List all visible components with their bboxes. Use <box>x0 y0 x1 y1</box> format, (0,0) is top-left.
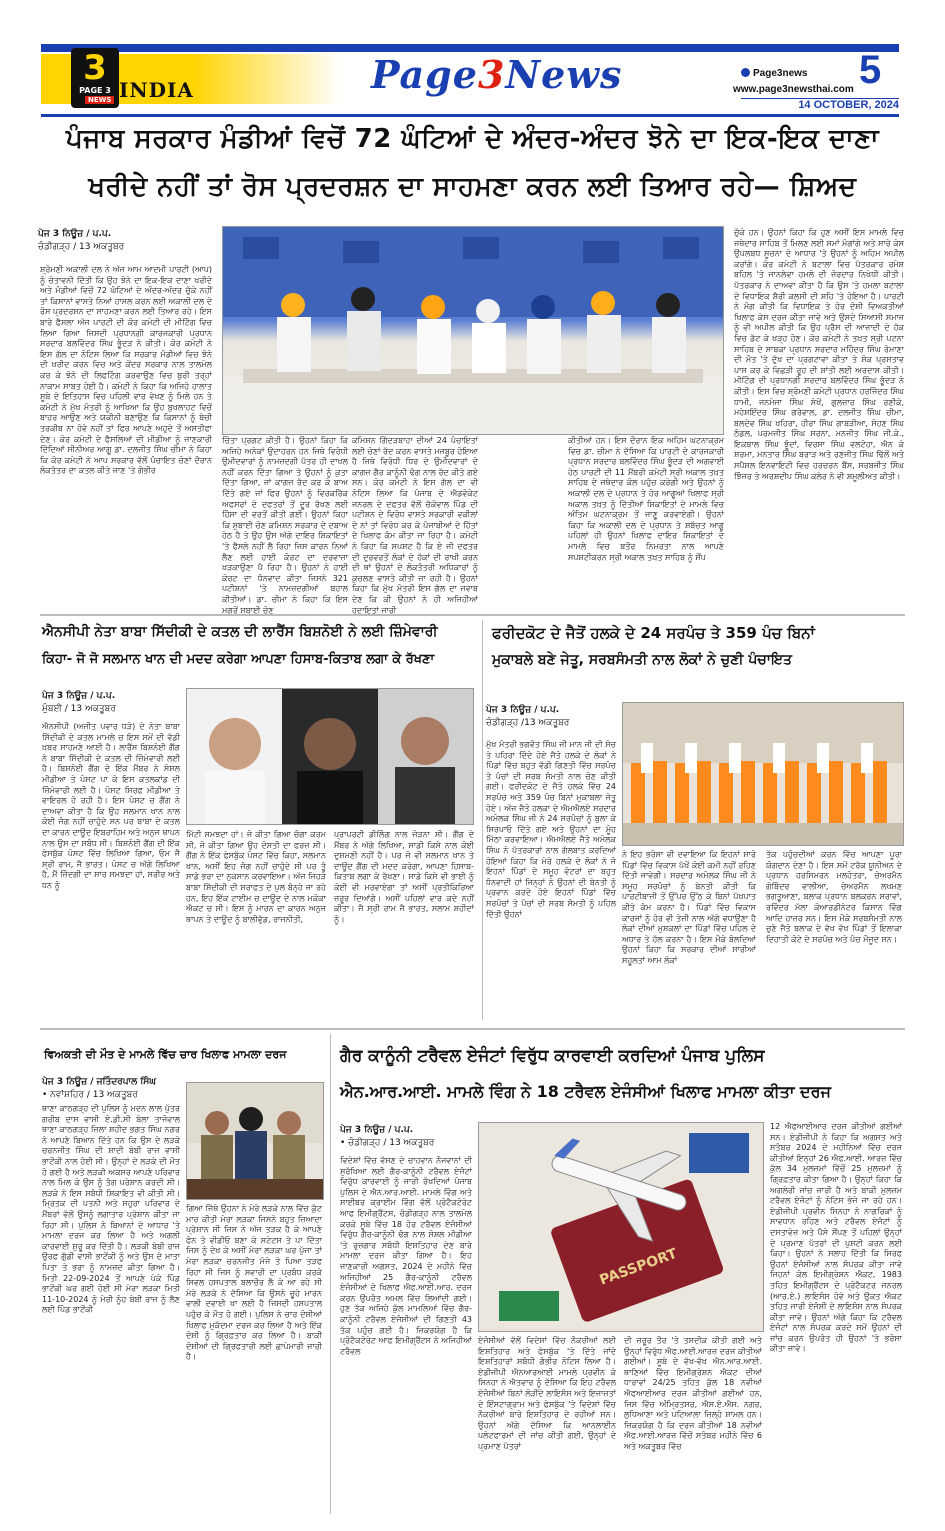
masthead <box>41 40 899 117</box>
logo-sub: PAGE 3 <box>79 86 111 95</box>
ncp-col-2: ਮਿੱਟੀ ਸਮਝਦਾ ਹਾਂ। ਜੋ ਕੀਤਾ ਗਿਆ ਚੰਗਾ ਕਰਮ ਸੀ, ਜੋ ਕੀਤਾ ਗਿਆ ਉਹ ਦੋਸਤੀ ਦਾ ਫਰਜ਼ ਸੀ। ਗੈਂਗ ਨੇ ਇੱਕ ਫੇਸਬੁੱਕ ਪੋਸਟ ਵਿੱਚ ਕਿਹਾ, ਸਲਮਾਨ ਖਾਨ, ਅਸੀਂ ਇਹ ਜੰਗ ਨਹੀਂ ਚਾਹੁੰਦੇ ਸੀ ਪਰ ਤੂੰ ਸਾਡੇ ਭਰਾ ਦਾ ਨੁਕਸਾਨ ਕਰਵਾਇਆ। ਅੱਜ ਜਿਹੜੇ ਬਾਬਾ ਸਿੱਦੀਕੀ ਦੀ ਸ਼ਰਾਫਤ ਦੇ ਪੁਲ ਬੰਨ੍ਹੇ ਜਾ ਰਹੇ ਹਨ, ਇਹ ਇੱਕ ਟਾਈਮ ਚ ਦਾਊਦ ਦੇ ਨਾਲ ਮਕੋਕਾ ਐਕਟ ਚ ਸੀ। ਇਸ ਨੂੰ ਮਾਰਨ ਦਾ ਕਾਰਨ ਅਨੁਜ ਥਾਪਨ ਤੇ ਦਾਊਦ ਨੂੰ ਬਾਲੀਵੁੱਡ, ਰਾਜਨੀਤੀ, <box>186 830 326 924</box>
ncp-photo-art <box>187 689 473 824</box>
travel-col-1: ਵਿਦੇਸ਼ਾਂ ਵਿੱਚ ਵੱਸਣ ਦੇ ਚਾਹਵਾਨ ਨੌਜਵਾਨਾਂ ਦੀ ਸੁਰੱਖਿਆ ਲਈ ਗੈਰ-ਕਾਨੂੰਨੀ ਟਰੈਵਲ ਏਜੰਟਾਂ ਵਿਰੁੱਧ ਕਾਰਵਾਈ ਨੂੰ ਜਾਰੀ ਰੱਖਦਿਆਂ ਪੰਜਾਬ ਪੁਲਿਸ ਦੇ ਐਨ.ਆਰ.ਆਈ. ਮਾਮਲੇ ਵਿੰਗ ਅਤੇ ਸਾਈਬਰ ਕ੍ਰਾਈਮ ਵਿੰਗ ਵੱਲੋਂ ਪ੍ਰੋਟੈਕਟੋਰੇਟ ਆਫ ਇਮੀਗ੍ਰੈਂਟਸ, ਚੰਡੀਗੜ੍ਹ ਨਾਲ ਤਾਲਮੇਲ ਕਰਕੇ ਸੂਬੇ ਵਿੱਚ 18 ਹੋਰ ਟਰੈਵਲ ਏਜੰਸੀਆਂ ਵਿਰੁੱਧ ਗੈਰ-ਕਾਨੂੰਨੀ ਢੰਗ ਨਾਲ ਸੋਸ਼ਲ ਮੀਡੀਆ 'ਤੇ ਰੁਜ਼ਗਾਰ ਸਬੰਧੀ ਇਸ਼ਤਿਹਾਰ ਦੇਣ ਬਾਰੇ ਮਾਮਲਾ ਦਰਜ ਕੀਤਾ ਗਿਆ ਹੈ। ਇਹ ਜਾਣਕਾਰੀ ਅਗਸਤ, 2024 ਦੇ ਮਹੀਨੇ ਵਿੱਚ ਅਜਿਹੀਆਂ 25 ਗੈਰ-ਕਾਨੂੰਨੀ ਟਰੈਵਲ ਏਜੰਸੀਆਂ ਦੇ ਖਿਲਾਫ ਐਫ.ਆਈ.ਆਰ. ਦਰਜ ਕਰਨ ਉਪਰੰਤ ਅਮਲ ਵਿੱਚ ਲਿਆਂਦੀ ਗਈ। ਹੁਣ ਤੱਕ ਅਜਿਹੇ ਕੁੱਲ ਮਾਮਲਿਆਂ ਵਿੱਚ ਗੈਰ-ਕਾਨੂੰਨੀ ਟਰੈਵਲ ਏਜੰਸੀਆਂ ਦੀ ਗਿਣਤੀ 43 ਤੱਕ ਪਹੁੰਚ ਗਈ ਹੈ। ਜ਼ਿਕਰਯੋਗ ਹੈ ਕਿ ਪ੍ਰੋਟੈਕਟੋਰੇਟ ਆਫ ਇਮੀਗ੍ਰੈਂਟਸ ਨੇ ਅਜਿਹੀਆਂ ਟਰੈਵਲ <box>340 1156 472 1356</box>
faridkot-dateline-2: ਚੰਡੀਗੜ੍ਹ /13 ਅਕਤੂਬਰ <box>486 718 570 728</box>
death-photo <box>186 1082 324 1200</box>
divider-1 <box>40 614 905 616</box>
page-number: 5 <box>859 48 882 92</box>
lead-col-5: ਚੁੱਕੇ ਹਨ। ਉਹਨਾਂ ਕਿਹਾ ਕਿ ਹੁਣ ਅਸੀਂ ਇਸ ਮਾਮਲੇ ਵਿਚ ਜਥੇਦਾਰ ਸਾਹਿਬ ਤੋਂ ਮਿਲਣ ਲਈ ਸਮਾਂ ਮੰਗਾਂਗੇ ਅਤੇ ਸਾਰੇ ਕੇਸ ਉਪਲਬਧ ਸੂਚਨਾ ਦੇ ਆਧਾਰ 'ਤੇ ਉਹਨਾਂ ਨੂੰ ਅਹਿਮ ਅਪੀਲ ਕਰਾਂਗੇ। ਕੋਰ ਕਮੇਟੀ ਨੇ ਬਟਾਲਾ ਵਿਚ ਪੱਤਰਕਾਰ ਰਮੇਸ਼ ਬਹਿਲ 'ਤੇ ਜਾਨਲੇਵਾ ਹਮਲੇ ਦੀ ਜ਼ੋਰਦਾਰ ਨਿਖੇਧੀ ਕੀਤੀ। ਪੱਤਰਕਾਰ ਨੇ ਦਾਅਵਾ ਕੀਤਾ ਹੈ ਕਿ ਉਸ 'ਤੇ ਹਮਲਾ ਬਟਾਲਾ ਦੇ ਵਿਧਾਇਕ ਸ਼ੈਰੀ ਕਲਸੀ ਦੀ ਸ਼ਹਿ 'ਤੇ ਹੋਇਆ ਹੈ। ਪਾਰਟੀ ਨੇ ਮੰਗ ਕੀਤੀ ਕਿ ਵਿਧਾਇਕ ਤੇ ਹੋਰ ਦੋਸ਼ੀ ਵਿਅਕਤੀਆਂ ਖਿਲਾਫ ਕੇਸ ਦਰਜ ਕੀਤਾ ਜਾਵੇ ਅਤੇ ਉਸਦੇ ਸਿਆਸੀ ਸਮਾਜ ਨੂੰ ਵੀ ਅਪੀਲ ਕੀਤੀ ਕਿ ਉਹ ਪ੍ਰੈਸ ਦੀ ਆਜ਼ਾਦੀ ਦੇ ਹੱਕ ਵਿਚ ਡੱਟ ਕੇ ਖੜ੍ਹ ਹੋਣ। ਕੋਰ ਕਮੇਟੀ ਨੇ ਤਖ਼ਤ ਸ੍ਰੀ ਪਟਨਾ ਸਾਹਿਬ ਦੇ ਸਾਬਕਾ ਪ੍ਰਧਾਨ ਸਰਦਾਰ ਮਹਿੰਦਰ ਸਿੰਘ ਰੋਮਾਣਾ ਦੀ ਮੌਤ 'ਤੇ ਦੁੱਖ ਦਾ ਪ੍ਰਗਟਾਵਾ ਕੀਤਾ ਤੇ ਸ਼ੋਕ ਪ੍ਰਸਤਾਵ ਪਾਸ ਕਰ ਕੇ ਵਿਛੜੀ ਰੂਹ ਦੀ ਸ਼ਾਂਤੀ ਲਈ ਅਰਦਾਸ ਕੀਤੀ। ਮੀਟਿੰਗ ਦੀ ਪ੍ਰਧਾਨਗੀ ਸਰਦਾਰ ਬਲਵਿੰਦਰ ਸਿੰਘ ਭੂੰਦੜ ਨੇ ਕੀਤੀ। ਇਸ ਵਿਚ ਸ਼੍ਰੋਮਣੀ ਕਮੇਟੀ ਪ੍ਰਧਾਨ ਹਰਜਿੰਦਰ ਸਿੰਘ ਧਾਮੀ, ਜਨਮੇਜਾ ਸਿੰਘ ਸੇਖੋਂ, ਗੁਲਜ਼ਾਰ ਸਿੰਘ ਰਣੀਕੇ, ਮਹੇਸ਼ਇੰਦਰ ਸਿੰਘ ਗਰੇਵਾਲ, ਡਾ. ਦਲਜੀਤ ਸਿੰਘ ਚੀਮਾ, ਬਲਦੇਵ ਸਿੰਘ ਖਹਿਰਾ, ਹੀਰਾ ਸਿੰਘ ਗਾਬੜੀਆ, ਸੋਹਣ ਸਿੰਘ ਠੰਡਲ, ਪਰਮਜੀਤ ਸਿੰਘ ਸਰਨਾ, ਮਨਜੀਤ ਸਿੰਘ ਜੀ.ਕੇ., ਇਕਬਾਲ ਸਿੰਘ ਝੂੰਦਾਂ, ਵਿਰਸਾ ਸਿੰਘ ਵਲਟੋਹਾ, ਐਨ ਕੇ ਸ਼ਰਮਾ, ਮਨਤਾਰ ਸਿੰਘ ਬਰਾੜ ਅਤੇ ਰਣਜੀਤ ਸਿੰਘ ਢਿੱਲੋਂ ਅਤੇ ਸਪੈਸ਼ਲ ਇਨਵਾਇਟੀ ਵਿਚ ਹਰਚਰਨ ਬੈਂਸ, ਸਰਬਜੀਤ ਸਿੰਘ ਝਿੰਜਰ ਤੇ ਅਰਸ਼ਦੀਪ ਸਿੰਘ ਕਲੇਰ ਨੇ ਵੀ ਸ਼ਮੂਲੀਅਤ ਕੀਤੀ। <box>734 228 904 481</box>
travel-col-3: ਦੀ ਜ਼ਰੂਰ ਤੌਰ 'ਤੇ ਤਸਦੀਕ ਕੀਤੀ ਗਈ ਅਤੇ ਉਨ੍ਹਾਂ ਵਿਰੁੱਧ ਐਫ.ਆਈ.ਆਰਜ਼ ਦਰਜ ਕੀਤੀਆਂ ਗਈਆਂ। ਸੂਬੇ ਦੇ ਵੱਖ-ਵੱਖ ਐਨ.ਆਰ.ਆਈ. ਥਾਣਿਆਂ ਵਿੱਚ ਇਮੀਗ੍ਰੇਸ਼ਨ ਐਕਟ ਦੀਆਂ ਧਾਰਾਵਾਂ 24/25 ਤਹਿਤ ਕੁੱਲ 18 ਨਵੀਆਂ ਐਫਆਈਆਰ ਦਰਜ ਕੀਤੀਆਂ ਗਈਆਂ ਹਨ, ਜਿਸ ਵਿੱਚ ਅੰਮ੍ਰਿਤਸਰ, ਐਸ.ਏ.ਐਸ. ਨਗਰ, ਲੁਧਿਆਣਾ ਅਤੇ ਪਟਿਆਲਾ ਜ਼ਿਲ੍ਹੇ ਸ਼ਾਮਲ ਹਨ। ਜ਼ਿਕਰਯੋਗ ਹੈ ਕਿ ਦਰਜ ਕੀਤੀਆਂ 18 ਨਵੀਆਂ ਐਫ.ਆਈ.ਆਰਜ਼ ਵਿੱਚੋਂ ਸਤੰਬਰ ਮਹੀਨੇ ਵਿੱਚ 6 ਅਤੇ ਅਕਤੂਬਰ ਵਿੱਚ <box>624 1336 762 1451</box>
lead-photo <box>222 226 724 435</box>
travel-photo-art <box>479 1123 763 1331</box>
lead-headline-2: ਖਰੀਦੇ ਨਹੀਂ ਤਾਂ ਰੋਸ ਪ੍ਰਦਰਸ਼ਨ ਦਾ ਸਾਹਮਣਾ ਕਰਨ ਲਈ ਤਿਆਰ ਰਹੇ— ਸ਼ਿਅਦ <box>88 172 857 202</box>
ncp-dateline-2: ਮੁੰਬਈ / 13 ਅਕਤੂਬਰ <box>42 704 116 714</box>
lead-col-2: ਚਿੰਤਾ ਪ੍ਰਗਟ ਕੀਤੀ ਹੈ। ਉਹਨਾਂ ਕਿਹਾ ਕਿ ਅਜਿਹੇ ਅਨੇਕਾਂ ਉਦਾਹਰਨ ਹਨ ਜਿਥੇ ਵਿਰੋਧੀ ਉਮੀਦਵਾਰਾਂ ਨੂੰ ਨਾਮਜ਼ਦਗੀ ਪੱਤਰ ਹੀ ਦਾਖਲ ਨਹੀਂ ਕਰਨ ਦਿੱਤਾ ਗਿਆ ਤੇ ਉਹਨਾਂ ਨੂੰ ਕੁਤਾ ਦਿੱਤਾ ਗਿਆ, ਜਾਂ ਕਾਗਜ਼ ਰੱਦ ਕਰ ਕੇ ਬਾਅ ਦਿੱਤੇ ਗਏ ਜਾਂ ਫਿਰ ਉਹਨਾਂ ਨੂੰ ਵਿਰਕਰਿੱਕ ਅਫਸਰਾਂ ਦੇ ਦਫਤਰਾਂ ਤੋਂ ਦੂਰ ਰੱਖਣ ਲਈ ਹਿੰਸਾ ਦੀ ਵਰਤੋਂ ਕੀਤੀ ਗਈ। ਉਹਨਾਂ ਕਿਹਾ ਕਿ ਸੁਬਾਈ ਚੋਣ ਕਮਿਸ਼ਨ ਸਰਕਾਰ ਦੇ ਦਬਾਅ ਹੇਠ ਹੈ ਤੇ ਉਹ ਉਸ ਅੱਗੇ ਦਾਇਰ ਸ਼ਿਕਾਇਤਾਂ 'ਤੇ ਫੈਸਲੇ ਨਹੀਂ ਲੈ ਰਿਹਾ ਜਿਸ ਕਾਰਨ ਨਿਆਂ ਲੈਣ ਲਈ ਹਾਈ ਕੋਰਟ ਦਾ ਦਰਵਾਜ਼ਾ ਖੜਕਾਉਣਾ ਪੈ ਰਿਹਾ ਹੈ। ਉਹਨਾਂ ਨੇ ਹਾਈ ਕੋਰਟ ਦਾ ਧੰਨਵਾਦ ਕੀਤਾ ਜਿਸਨੇ 321 ਪਟੀਸ਼ਨਾਂ 'ਤੇ ਨਾਮਜ਼ਦਗੀਆਂ ਬਹਾਲ ਕੀਤੀਆਂ। ਡਾ. ਚੀਮਾ ਨੇ ਕਿਹਾ ਕਿ ਇਸ ਮਗਰੋਂ ਸੁਬਾਈ ਚੋਣ <box>222 436 348 615</box>
lead-headline-1: ਪੰਜਾਬ ਸਰਕਾਰ ਮੰਡੀਆਂ ਵਿਚੋਂ 72 ਘੰਟਿਆਂ ਦੇ ਅੰਦਰ-ਅੰਦਰ ਝੋਨੇ ਦਾ ਇਕ-ਇਕ ਦਾਣਾ <box>65 124 880 154</box>
issue-date: 14 OCTOBER, 2024 <box>741 98 899 113</box>
death-dateline-1: ਪੇਜ 3 ਨਿਊਜ਼ / ਜਤਿੰਦਰਪਾਲ ਸਿੰਘ <box>42 1077 156 1087</box>
website-url: www.page3newsthai.com <box>733 84 854 95</box>
travel-photo <box>478 1122 764 1332</box>
faridkot-dateline <box>486 704 616 730</box>
masthead-stripe <box>41 44 899 52</box>
death-dateline-2: • ਨਵਾਂਸ਼ਹਿਰ / 13 ਅਕਤੂਬਰ <box>42 1090 138 1100</box>
ncp-col-3: ਪ੍ਰਾਪਰਟੀ ਡੀਲਿੰਗ ਨਾਲ ਜੋੜਨਾ ਸੀ। ਗੈਂਗ ਦੇ ਮੈਂਬਰ ਨੇ ਅੱਗੇ ਲਿਖਿਆ, ਸਾਡੀ ਕਿਸੇ ਨਾਲ ਕੋਈ ਦੁਸ਼ਮਣੀ ਨਹੀਂ ਹੈ। ਪਰ ਜੋ ਵੀ ਸਲਮਾਨ ਖਾਨ ਤੇ ਦਾਊਦ ਗੈਂਗ ਦੀ ਮਦਦ ਕਰੇਗਾ, ਆਪਣਾ ਹਿਸਾਬ-ਕਿਤਾਬ ਲਗਾ ਕੇ ਰੱਖਣਾ। ਸਾਡੇ ਕਿਸੇ ਵੀ ਭਾਈ ਨੂੰ ਕੋਈ ਵੀ ਮਰਵਾਏਗਾ ਤਾਂ ਅਸੀਂ ਪ੍ਰਤੀਕਿਰਿਆ ਜ਼ਰੂਰ ਦਿਆਂਗੇ। ਅਸੀਂ ਪਹਿਲਾਂ ਵਾਰ ਕਦੇ ਨਹੀਂ ਕੀਤਾ। ਜੈ ਸ੍ਰੀ ਰਾਮ ਜੈ ਭਾਰਤ, ਸਲਾਮ ਸ਼ਹੀਦਾਂ ਨੂੰ। <box>334 830 474 924</box>
brand-title <box>371 52 622 97</box>
social-text: Page3news <box>753 68 808 79</box>
faridkot-col-3: ਤੱਕ ਪਹੁੰਚਦੀਆਂ ਕਰਨ ਵਿੱਚ ਆਪਣਾ ਪੂਰਾ ਯੋਗਦਾਨ ਦੇਣਾ ਹੈ। ਇਸ ਸਮੇਂ ਟਰੱਕ ਯੂਨੀਅਨ ਦੇ ਪ੍ਰਧਾਨ ਹਰਸਿਮਰਨ ਮਲਹੋਤਰਾ, ਚੇਅਰਮੈਨ ਗੋਬਿੰਦਰ ਵਾਲੀਆ, ਚੇਅਰਮੈਨ ਲਖਮਣ ਭਗਤੂਆਣਾ, ਬਲਾਕ ਪ੍ਰਧਾਨ ਬਲਕਰਨ ਸਰਾਵਾਂ, ਰਵਿੰਦਰ ਮੱਲਾ ਕੋਆਰਡੀਨੇਟਰ ਕਿਸਾਨ ਵਿੰਗ ਆਦਿ ਹਾਜ਼ਰ ਸਨ। ਇਸ ਮੌਕੇ ਸਰਬਸੰਮਤੀ ਨਾਲ ਚੁਣੇ ਜੈਤੋ ਬਲਾਕ ਦੇ ਵੱਖ ਵੱਖ ਪਿੰਡਾਂ ਤੋਂ ਇਲਾਕਾ ਦਿਹਾਤੀ ਕੋਟੇ ਦੇ ਸਰਪੰਚ ਅਤੇ ਪੰਚ ਮੌਜੂਦ ਸਨ। <box>766 850 902 944</box>
brand-num: 3 <box>477 52 506 97</box>
brand-post: News <box>505 52 623 97</box>
ncp-headline-1: ਐਨਸੀਪੀ ਨੇਤਾ ਬਾਬਾ ਸਿੱਦੀਕੀ ਦੇ ਕਤਲ ਦੀ ਲਾਰੈਂਸ ਬਿਸ਼ਨੋਈ ਨੇ ਲਈ ਜ਼ਿੰਮੇਵਾਰੀ <box>42 624 438 640</box>
lead-col-1: ਸ਼੍ਰੋਮਣੀ ਅਕਾਲੀ ਦਲ ਨੇ ਅੱਜ ਆਮ ਆਦਮੀ ਪਾਰਟੀ (ਆਪ) ਨੂੰ ਚੇਤਾਵਨੀ ਦਿੱਤੀ ਕਿ ਉਹ ਝੋਨੇ ਦਾ ਇਕ-ਇਕ ਦਾਣਾ ਖਰੀਦੇ ਅਤੇ ਮੰਡੀਆਂ ਵਿਚੋਂ 72 ਘੰਟਿਆਂ ਦੇ ਅੰਦਰ-ਅੰਦਰ ਚੁੱਕੇ ਨਹੀਂ ਤਾਂ ਕਿਸਾਨਾਂ ਵਾਸਤੇ ਨਿਆਂ ਹਾਸਲ ਕਰਨ ਲਈ ਅਕਾਲੀ ਦਲ ਦੇ ਰੋਸ ਪ੍ਰਦਰਸ਼ਨ ਦਾ ਸਾਹਮਣਾ ਕਰਨ ਲਈ ਤਿਆਰ ਰਹੇ। ਇਸ ਬਾਰੇ ਫੈਸਲਾ ਅੱਜ ਪਾਰਟੀ ਦੀ ਕੋਰ ਕਮੇਟੀ ਦੀ ਮੀਟਿੰਗ ਵਿਚ ਲਿਆ ਗਿਆ ਜਿਸਦੀ ਪ੍ਰਧਾਨਗੀ ਕਾਰਜਕਾਰੀ ਪ੍ਰਧਾਨ ਸਰਦਾਰ ਬਲਵਿੰਦਰ ਸਿੰਘ ਭੂੰਦੜ ਨੇ ਕੀਤੀ। ਕੋਰ ਕਮੇਟੀ ਨੇ ਇਸ ਗੱਲ ਦਾ ਨੋਟਿਸ ਲਿਆ ਕਿ ਸਰਕਾਰ ਮੰਡੀਆਂ ਵਿਚ ਝੋਨੇ ਦੀ ਖਰੀਦ ਕਰਨ ਵਿਚ ਅਤੇ ਕੇਂਦਰ ਸਰਕਾਰ ਨਾਲ ਤਾਲਮੇਲ ਕਰ ਕੇ ਝੋਨੇ ਦੀ ਲਿਫਟਿੰਗ ਕਰਵਾਉਣ ਵਿਚ ਬੁਰੀ ਤਰ੍ਹਾਂ ਨਾਕਾਮ ਸਾਬਤ ਹੋਈ ਹੈ। ਕਮੇਟੀ ਨੇ ਕਿਹਾ ਕਿ ਅਜਿਹੇ ਹਾਲਾਤ ਸੂਬੇ ਦੇ ਇਤਿਹਾਸ ਵਿਚ ਪਹਿਲੀ ਵਾਰ ਵੇਖਣ ਨੂੰ ਮਿਲੇ ਹਨ ਤੇ ਕਮੇਟੀ ਨੇ ਮੁੱਖ ਮੰਤਰੀ ਨੂੰ ਆਖਿਆ ਕਿ ਉਹ ਬੁਖਲਾਹਟ ਵਿਚੋਂ ਬਾਹਰ ਆਉਣ ਅਤੇ ਯਕੀਨੀ ਬਣਾਉਣ ਕਿ ਕਿਸਾਨਾਂ ਨੂੰ ਬੇਚੀ ਤਰਕੀਬ ਨਾ ਹੋਵੇ ਨਹੀਂ ਤਾਂ ਫਿਰ ਆਪਣੇ ਅਹੁਦੇ ਤੋਂ ਅਸਤੀਫਾ ਦੇਣ। ਕੋਰ ਕਮੇਟੀ ਦੇ ਫੈਸਲਿਆਂ ਦੀ ਮੀਡੀਆ ਨੂੰ ਜਾਣਕਾਰੀ ਦਿੰਦਿਆਂ ਸੀਨੀਅਰ ਆਗੂ ਡਾ. ਦਲਜੀਤ ਸਿੰਘ ਚੀਮਾ ਨੇ ਕਿਹਾ ਕਿ ਕੋਰ ਕਮੇਟੀ ਨੇ ਆਪ ਸਰਕਾਰ ਵੱਲੋਂ ਪੰਚਾਇਤ ਚੋਣਾਂ ਦੌਰਾਨ ਲੋਕਤੰਤਰ ਦਾ ਕਤਲ ਕੀਤੇ ਜਾਣ 'ਤੇ ਗੰਭੀਰ <box>40 265 212 476</box>
lead-dateline-2: ਚੰਡੀਗੜ੍ਹ / 13 ਅਕਤੂਬਰ <box>38 242 125 252</box>
social-handle <box>741 68 807 79</box>
lead-dateline-1: ਪੇਜ 3 ਨਿਊਜ਼ / ਪ.ਪ. <box>38 229 112 239</box>
divider-v <box>482 620 483 1020</box>
death-headline: ਵਿਅਕਤੀ ਦੀ ਮੌਤ ਦੇ ਮਾਮਲੇ ਵਿੱਚ ਚਾਰ ਖਿਲਾਫ ਮਾਮਲਾ ਦਰਜ <box>44 1048 287 1061</box>
passport-label: PASSPORT <box>597 1245 680 1289</box>
faridkot-col-2: ਨੇ ਇਹ ਭਰੋਸਾ ਵੀ ਦਵਾਇਆ ਕਿ ਇਹਨਾਂ ਸਾਰੇ ਪਿੰਡਾਂ ਵਿੱਚ ਵਿਕਾਸ ਪੱਖੋਂ ਕੋਈ ਕਮੀ ਨਹੀਂ ਰਹਿਣ ਦਿੱਤੀ ਜਾਵੇਗੀ। ਸਰਦਾਰ ਅਮੋਲਕ ਸਿੰਘ ਜੀ ਨੇ ਸਮੂਹ ਸਰਪੰਚਾਂ ਨੂੰ ਬੇਨਤੀ ਕੀਤੀ ਕਿ ਪਾਰਟੀਬਾਜ਼ੀ ਤੋਂ ਉੱਪਰ ਉੱਠ ਕੇ ਬਿਨਾਂ ਪੱਖਪਾਤ ਕੀਤੇ ਕੰਮ ਕਰਨਾ ਹੈ। ਪਿੰਡਾਂ ਵਿੱਚ ਵਿਕਾਸ ਕਾਰਜਾਂ ਨੂੰ ਹੋਰ ਵੀ ਤੇਜ਼ੀ ਨਾਲ ਅੱਗੇ ਵਧਾਉਣਾ ਹੈ ਲੋਕਾਂ ਦੀਆਂ ਮੁਸ਼ਕਲਾਂ ਦਾ ਪਿੰਡਾਂ ਵਿੱਚ ਪਹਿਲ ਦੇ ਅਧਾਰ ਤੇ ਹੱਲ ਕਰਨਾ ਹੈ। ਇਸ ਮੌਕੇ ਬੋਲਦਿਆਂ ਉਹਨਾਂ ਕਿਹਾ ਕਿ ਸਰਕਾਰ ਦੀਆਂ ਸਾਰੀਆਂ ਸਹੂਲਤਾਂ ਆਮ ਲੋਕਾਂ <box>622 850 756 965</box>
travel-dateline-1: ਪੇਜ 3 ਨਿਊਜ਼ / ਪ.ਪ. <box>340 1125 414 1135</box>
travel-col-2: ਏਜੰਸੀਆਂ ਵੱਲੋਂ ਵਿਦੇਸ਼ਾਂ ਵਿੱਚ ਨੌਕਰੀਆਂ ਲਈ ਇਸ਼ਤਿਹਾਰ ਅਤੇ ਫੇਸਬੁੱਕ 'ਤੇ ਦਿੱਤੇ ਜਾਂਦੇ ਇਸ਼ਤਿਹਾਰਾਂ ਸਬੰਧੀ ਗੰਭੀਰ ਨੋਟਿਸ ਲਿਆ ਹੈ। ਏਡੀਜੀਪੀ ਐਨਆਰਆਈ ਮਾਮਲੇ ਪ੍ਰਵੀਨ ਕੇ ਸਿਨਹਾ ਨੇ ਐਤਵਾਰ ਨੂੰ ਦੱਸਿਆ ਕਿ ਇਹ ਟਰੈਵਲ ਏਜੰਸੀਆਂ ਬਿਨਾਂ ਲੋੜੀਂਦੇ ਲਾਇਸੰਸ ਅਤੇ ਇਜਾਜ਼ਤਾਂ ਦੇ ਇੰਸਟਾਗ੍ਰਾਮ ਅਤੇ ਫੇਸਬੁੱਕ 'ਤੇ ਵਿਦੇਸ਼ਾਂ ਵਿੱਚ ਨੌਕਰੀਆਂ ਬਾਰੇ ਇਸ਼ਤਿਹਾਰ ਦੇ ਰਹੀਆਂ ਸਨ। ਉਹਨਾਂ ਅੱਗੇ ਦੱਸਿਆ ਕਿ ਆਨਲਾਈਨ ਪਲੇਟਫਾਰਮਾਂ ਦੀ ਜਾਂਚ ਕੀਤੀ ਗਈ, ਉਨ੍ਹਾਂ ਦੇ ਪ੍ਰਮਾਣ ਪੱਤਰਾਂ <box>478 1336 616 1451</box>
faridkot-dateline-1: ਪੇਜ 3 ਨਿਊਜ਼ / ਪ.ਪ. <box>486 705 560 715</box>
death-col-2: ਗਿਆ ਜਿੱਥੇ ਉਹਨਾ ਨੇ ਮੇਰੇ ਲੜਕੇ ਨਾਲ ਵਿੱਚ ਕੁੱਟ ਮਾਰ ਕੀਤੀ ਮੇਰਾ ਲੜਕਾ ਜਿਸਨੇ ਬਹੁਤ ਜ਼ਿਆਦਾ ਪ੍ਰੇਸ਼ਾਨ ਸੀ ਜਿਸ ਨੇ ਅੱਜ ਤੜਕ ਹੈ ਕੇ ਆਪਣੇ ਫੋਨ ਤੇ ਵੀਡੀਓ ਬਣਾ ਕੇ ਸਟੇਟਸ ਤੇ ਪਾ ਦਿੱਤਾ ਜਿਸ ਨੂੰ ਦੇਖ ਕੇ ਅਸੀਂ ਮੇਰਾ ਲੜਕਾ ਘਰ ਪੁੱਜਾ ਤਾਂ ਮੇਰਾ ਲੜਕਾ ਚਰਨਜੀਤ ਮੰਜੇ ਤੇ ਪਿਆ ਤੜਫ ਰਿਹਾ ਸੀ ਜਿਸ ਨੂੰ ਸਵਾਰੀ ਦਾ ਪ੍ਰਬੰਧ ਕਰਕੇ ਸਿਵਲ ਹਸਪਤਾਲ ਬਲਾਚੌਰ ਲੈ ਕੇ ਆ ਰਹੇ ਸੀ ਮੇਰੇ ਲੜਕੇ ਨੇ ਦੱਸਿਆ ਕਿ ਉਸਨੇ ਚੂਹੇ ਮਾਰਨ ਵਾਲੀ ਦਵਾਈ ਖਾ ਲਈ ਹੈ ਜਿਸਦੀ ਹਸਪਤਾਲ ਪਹੁੰਚ ਕੇ ਮੌਤ ਹੋ ਗਈ। ਪੁਲਿਸ ਨੇ ਚਾਰ ਦੋਸ਼ੀਆਂ ਖਿਲਾਫ ਮੁਕੱਦਮਾ ਦਰਜ ਕਰ ਲਿਆ ਹੈ ਅਤੇ ਇੱਕ ਦੋਸ਼ੀ ਨੂੰ ਗ੍ਰਿਫ਼ਤਾਰ ਕਰ ਲਿਆ ਹੈ। ਬਾਕੀ ਦੋਸ਼ੀਆਂ ਦੀ ਗ੍ਰਿਫਤਾਰੀ ਲਈ ਛਾਪੇਮਾਰੀ ਜਾਰੀ ਹੈ। <box>186 1204 322 1362</box>
death-col-1: ਥਾਣਾ ਕਾਠਗੜ੍ਹ ਦੀ ਪੁਲਿਸ ਨੂੰ ਮਦਨ ਲਾਲ ਪੁੱਤਰ ਗਰੀਬ ਦਾਸ ਵਾਸੀ ਏ.ਡੀ.ਸੀ ਬੇਲਾ ਤਾਜੋਵਾਲ ਥਾਣਾ ਕਾਠਗੜ੍ਹ ਜ਼ਿਲਾ ਸ਼ਹੀਦ ਭਗਤ ਸਿੰਘ ਨਗਰ ਨੇ ਆਪਣੇ ਬਿਆਨ ਦਿੱਤੇ ਹਨ ਕਿ ਉਸ ਦੇ ਲੜਕੇ ਚਰਨਜੀਤ ਸਿੰਘ ਦੀ ਸ਼ਾਦੀ ਬੇਬੀ ਰਾਜ ਵਾਸੀ ਭਾਟੋਂਕੀ ਨਾਲ ਹੋਈ ਸੀ। ਉਨ੍ਹਾਂ ਦੇ ਲੜਕੇ ਦੀ ਮੌਤ ਹੋ ਗਈ ਹੈ ਅਤੇ ਲੜਕੀ ਅਕਸਰ ਆਪਣੇ ਪਰਿਵਾਰ ਨਾਲ ਮਿਲ ਕੇ ਉਸ ਨੂੰ ਤੰਗ ਪਰੇਸ਼ਾਨ ਕਰਦੀ ਸੀ। ਲੜਕੇ ਨੇ ਇਸ ਸਬੰਧੀ ਸ਼ਿਕਾਇਤ ਵੀ ਕੀਤੀ ਸੀ। ਮ੍ਰਿਤਕ ਦੀ ਪਤਨੀ ਅਤੇ ਸਹੁਰਾ ਪਰਿਵਾਰ ਦੇ ਮੈਂਬਰਾਂ ਵੱਲੋਂ ਉਸਨੂੰ ਲਗਾਤਾਰ ਪ੍ਰੇਸ਼ਾਨ ਕੀਤਾ ਜਾ ਰਿਹਾ ਸੀ। ਪੁਲਿਸ ਨੇ ਬਿਆਨਾਂ ਦੇ ਆਧਾਰ 'ਤੇ ਮਾਮਲਾ ਦਰਜ ਕਰ ਲਿਆ ਹੈ ਅਤੇ ਅਗਲੀ ਕਾਰਵਾਈ ਸ਼ੁਰੂ ਕਰ ਦਿੱਤੀ ਹੈ। ਲੜਕੀ ਬੇਬੀ ਰਾਜ ਉਰਫ ਗੁੱਡੀ ਵਾਸੀ ਭਾਟੋਂਕੀ ਨੂੰ ਅਤੇ ਉਸ ਦੇ ਮਾਤਾ ਪਿਤਾ ਤੇ ਭਰਾ ਨੂੰ ਨਾਮਜ਼ਦ ਕੀਤਾ ਗਿਆ ਹੈ। ਮਿਤੀ 22-09-2024 ਤੋਂ ਆਪਣੇ ਪੇਕੇ ਪਿੰਡ ਭਾਟੋਂਕੀ ਘਰ ਗਈ ਹੋਈ ਸੀ ਮੇਰਾ ਲੜਕਾ ਮਿਤੀ 11-10-2024 ਨੂੰ ਮੇਰੀ ਨੂੰਹ ਬੇਬੀ ਰਾਜ ਨੂੰ ਲੈਣ ਲਈ ਪਿੰਡ ਭਾਟੋਂਕੀ <box>42 1104 180 1315</box>
death-photo-art <box>187 1083 323 1199</box>
travel-dateline <box>340 1124 470 1150</box>
divider-v2 <box>330 1034 331 1514</box>
brand-pre: Page <box>371 52 478 97</box>
faridkot-headline-1: ਫਰੀਦਕੋਟ ਦੇ ਜੈਤੋਂ ਹਲਕੇ ਦੇ 24 ਸਰਪੰਚ ਤੇ 359 ਪੰਚ ਬਿਨਾਂ <box>492 624 815 642</box>
ncp-col-1: ਐਨਸੀਪੀ (ਅਜੀਤ ਪਵਾਰ ਧੜੇ) ਦੇ ਨੇਤਾ ਬਾਬਾ ਸਿੱਦੀਕੀ ਦੇ ਕਤਲ ਮਾਮਲੇ ਚ ਇਸ ਸਮੇਂ ਦੀ ਵੱਡੀ ਖ਼ਬਰ ਸਾਹਮਣੇ ਆਈ ਹੈ। ਲਾਰੈਂਸ ਬਿਸ਼ਨੋਈ ਗੈਂਗ ਨੇ ਬਾਬਾ ਸਿੱਦੀਕੀ ਦੇ ਕਤਲ ਦੀ ਜ਼ਿੰਮੇਵਾਰੀ ਲਈ ਹੈ। ਬਿਸ਼ਨੋਈ ਗੈਂਗ ਦੇ ਇੱਕ ਮੈਂਬਰ ਨੇ ਸੋਸ਼ਲ ਮੀਡੀਆ ਤੇ ਪੋਸਟ ਪਾ ਕੇ ਇਸ ਕਤਲਕਾਂਡ ਦੀ ਜ਼ਿੰਮੇਵਾਰੀ ਲਈ ਹੈ। ਪੋਸਟ ਸਿਰਫ ਮੀਡੀਆ ਤੇ ਵਾਇਰਲ ਹੋ ਰਹੀ ਹੈ। ਇਸ ਪੋਸਟ ਚ ਗੈਂਗ ਨੇ ਦਾਅਵਾ ਕੀਤਾ ਹੈ ਕਿ ਉਹ ਸਲਮਾਨ ਖਾਨ ਨਾਲ ਕੋਈ ਜੰਗ ਨਹੀਂ ਚਾਹੁੰਦੇ ਸਨ ਪਰ ਬਾਬਾ ਦੇ ਕਤਲ ਦਾ ਕਾਰਨ ਦਾਊਦ ਇਬਰਾਹਿਮ ਅਤੇ ਅਨੁਜ ਥਾਪਨ ਨਾਲ ਉਸ ਦਾ ਸਬੰਧ ਸੀ। ਬਿਸ਼ਨੋਈ ਗੈਂਗ ਦੀ ਇੱਕ ਫੇਸਬੁੱਕ ਪੋਸਟ ਵਿੱਚ ਲਿਖਿਆ ਗਿਆ, ਓਮ ਜੈ ਸ੍ਰੀ ਰਾਮ, ਜੈ ਭਾਰਤ। ਪੋਸਟ ਚ ਅੱਗੇ ਲਿਖਿਆ ਹੈ, ਮੈਂ ਜ਼ਿੰਦਗੀ ਦਾ ਸਾਰ ਸਮਝਦਾ ਹਾਂ, ਸਰੀਰ ਅਤੇ ਧਨ ਨੂੰ <box>42 722 180 890</box>
travel-dateline-2: • ਚੰਡੀਗੜ੍ਹ / 13 ਅਕਤੂਬਰ <box>340 1138 435 1148</box>
death-dateline <box>42 1076 192 1102</box>
divider-2 <box>40 1028 905 1030</box>
faridkot-headline-2: ਮੁਕਾਬਲੇ ਬਣੇ ਜੇਤੂ, ਸਰਬਸੰਮਤੀ ਨਾਲ ਲੋਕਾਂ ਨੇ ਚੁਣੀ ਪੰਚਾਇਤ <box>492 652 792 668</box>
faridkot-photo <box>622 702 904 846</box>
lead-dateline <box>38 228 208 254</box>
ncp-photo <box>186 688 474 825</box>
lead-col-4: ਕੀਤੀਆਂ ਹਨ। ਇਸ ਦੌਰਾਨ ਇਕ ਅਹਿਮ ਘਟਨਾਕ੍ਰਮ ਵਿਚ ਡਾ. ਚੀਮਾ ਨੇ ਦੱਸਿਆ ਕਿ ਪਾਰਟੀ ਦੇ ਕਾਰਜਕਾਰੀ ਪ੍ਰਧਾਨ ਸਰਦਾਰ ਬਲਵਿੰਦਰ ਸਿੰਘ ਭੂੰਦੜ ਦੀ ਅਗਵਾਈ ਹੇਠ ਪਾਰਟੀ ਦੀ 11 ਮੈਂਬਰੀ ਕਮੇਟੀ ਸ੍ਰੀ ਅਕਾਲ ਤਖ਼ਤ ਸਾਹਿਬ ਦੇ ਜਥੇਦਾਰ ਕੋਲ ਪਹੁੰਚ ਕਰੇਗੀ ਅਤੇ ਉਹਨਾਂ ਨੂੰ ਅਕਾਲੀ ਦਲ ਦੇ ਪ੍ਰਧਾਨ ਤੇ ਹੋਰ ਆਗੂਆਂ ਖਿਲਾਫ ਸ੍ਰੀ ਅਕਾਲ ਤਖ਼ਤ ਨੂੰ ਦਿੱਤੀਆਂ ਸ਼ਿਕਾਇਤਾਂ ਦੇ ਮਾਮਲੇ ਵਿਚ ਅੰਤਿਮ ਘਟਨਾਕ੍ਰਮ ਤੋਂ ਜਾਣੂ ਕਰਵਾਏਗੀ। ਉਹਨਾਂ ਕਿਹਾ ਕਿ ਅਕਾਲੀ ਦਲ ਦੇ ਪ੍ਰਧਾਨ ਤੇ ਸ਼ਬੱਚਤ ਆਗੂ ਪਹਿਲਾਂ ਹੀ ਉਹਨਾਂ ਖਿਲਾਫ ਦਾਇਰ ਸ਼ਿਕਾਇਤਾਂ ਦੇ ਮਾਮਲੇ ਵਿਚ ਬਤੌਰ ਨਿਮਰਤਾ ਨਾਲ ਆਪਣੇ ਸਪਸ਼ਟੀਕਰਨ ਸ੍ਰੀ ਅਕਾਲ ਤਖ਼ਤ ਸਾਹਿਬ ਨੂੰ ਸੌਂਪ <box>568 436 724 562</box>
faridkot-photo-art <box>623 703 903 845</box>
ncp-dateline <box>42 690 182 716</box>
logo-number: 3 <box>83 48 107 88</box>
lead-photo-art <box>223 227 723 434</box>
edition-label: INDIA <box>119 78 194 102</box>
logo-tag: NEWS <box>85 96 114 104</box>
page3-logo <box>71 48 119 108</box>
faridkot-col-1: ਮੁੱਖ ਮੰਤਰੀ ਭਗਵੰਤ ਸਿੰਘ ਜੀ ਮਾਨ ਜੀ ਦੀ ਸੋਚ ਤੇ ਪਹਿਰਾ ਦਿੰਦੇ ਹੋਏ ਜੈਤੋ ਹਲਕੇ ਦੇ ਲੋਕਾਂ ਨੇ ਪਿੰਡਾਂ ਵਿੱਚ ਬਹੁਤ ਵੱਡੀ ਗਿਣਤੀ ਵਿੱਚ ਸਰਪੰਚ ਤੇ ਪੰਚਾਂ ਦੀ ਸਰਬ ਸੰਮਤੀ ਨਾਲ ਚੋਣ ਕੀਤੀ ਗਈ। ਫਰੀਦਕੋਟ ਦੇ ਜੈਤੋ ਹਲਕੇ ਵਿੱਚ 24 ਸਰਪੰਚ ਅਤੇ 359 ਪੰਚ ਬਿਨਾਂ ਮੁਕਾਬਲਾ ਜੇਤੂ ਹੋਏ। ਅੱਜ ਜੈਤੋ ਹਲਕਾ ਦੇ ਐਮਐਲਏ ਸਰਦਾਰ ਅਮੋਲਕ ਸਿੰਘ ਜੀ ਨੇ 24 ਸਰਪੰਚਾਂ ਨੂੰ ਬੁਲਾ ਕੇ ਸਿਰਪਾਓ ਦਿੱਤੇ ਗਏ ਅਤੇ ਉਹਨਾਂ ਦਾ ਮੂੰਹ ਮਿੱਠਾ ਕਰਵਾਇਆ। ਐਮਐਲਏ ਜੈਤੋ ਅਮੋਲਕ ਸਿੰਘ ਨੇ ਪੱਤਰਕਾਰਾਂ ਨਾਲ ਗੱਲਬਾਤ ਕਰਦਿਆਂ ਹੋਇਆਂ ਕਿਹਾ ਕਿ ਮੇਰੇ ਹਲਕੇ ਦੇ ਲੋਕਾਂ ਨੇ ਜੋ ਇਹਨਾਂ ਪਿੰਡਾਂ ਦੇ ਸਮੂਹ ਵੋਟਰਾਂ ਦਾ ਬਹੁਤ ਧੰਨਵਾਦੀ ਹਾਂ ਜਿਨ੍ਹਾਂ ਨੇ ਉਹਨਾਂ ਦੀ ਬੇਨਤੀ ਨੂੰ ਪ੍ਰਵਾਨ ਕਰਦੇ ਹੋਏ ਇਹਨਾਂ ਪਿੰਡਾਂ ਵਿੱਚ ਸਰਪੰਚਾਂ ਤੇ ਪੰਚਾਂ ਦੀ ਸਰਬ ਸੰਮਤੀ ਨੂੰ ਪਹਿਲ ਦਿੱਤੀ ਉਹਨਾਂ <box>486 740 616 919</box>
lead-col-3: ਕਮਿਸ਼ਨ ਗਿੱਦੜਬਾਹਾ ਦੀਆਂ 24 ਪੰਚਾਇਤਾਂ ਲਈ ਚੋਣਾਂ ਰੱਦ ਕਰਨ ਵਾਸਤੇ ਮਜਬੂਰ ਹੋਇਆ ਹੈ ਜਿਥੇ ਵਿਰੋਧੀ ਧਿਰ ਦੇ ਉਮੀਦਵਾਰਾਂ ਦੇ ਕਾਗਜ਼ ਗੈਰ ਕਾਨੂੰਨੀ ਢੰਗ ਨਾਲ ਰੱਦ ਕੀਤੇ ਗਏ ਸਨ। ਕੋਰ ਕਮੇਟੀ ਨੇ ਇਸ ਗੱਲ ਦਾ ਵੀ ਨੋਟਿਸ ਲਿਆ ਕਿ ਪੰਜਾਬ ਦੇ ਐਡਵੋਕੇਟ ਜਨਰਲ ਦੇ ਦਫਤਰ ਵੱਲੋਂ ਚੱਕੋਵਾਲ ਪਿੰਡ ਦੀ ਪਟੀਸ਼ਨ ਦੇ ਵਿਰੋਧ ਵਾਸਤੇ ਸਰਕਾਰੀ ਵਕੀਲਾਂ ਦੇ ਨਾਂ ਤਾਂ ਵਿਰੋਧ ਕਰ ਕੇ ਪੰਜਾਬੀਆਂ ਦੇ ਹਿੱਤਾਂ ਦੇ ਖਿਲਾਫ ਕੰਮ ਕੀਤਾ ਜਾ ਰਿਹਾ ਹੈ। ਕਮੇਟੀ ਨੇ ਕਿਹਾ ਕਿ ਸਪਸ਼ਟ ਹੈ ਕਿ ਏ ਜੀ ਦਫਤਰ ਦੀ ਦੁਰਵਰਤੋਂ ਲੋਕਾਂ ਦੇ ਹੱਕਾਂ ਦੀ ਰਾਖੀ ਕਰਨ ਦੀ ਥਾਂ ਉਹਨਾਂ ਦੇ ਲੋਕਤੰਤਰੀ ਅਧਿਕਾਰਾਂ ਨੂੰ ਕੁਚਲਣ ਵਾਸਤੇ ਕੀਤੀ ਜਾ ਰਹੀ ਹੈ। ਉਹਨਾਂ ਕਿਹਾ ਕਿ ਮੁੱਖ ਮੰਤਰੀ ਇਸ ਗੱਲ ਦਾ ਜਵਾਬ ਦੇਣ ਕਿ ਕੀ ਉਹਨਾਂ ਨੇ ਹੀ ਅਜਿਹੀਆਂ ਹਦਾਇਤਾਂ ਜਾਰੀ <box>352 436 478 615</box>
ncp-dateline-1: ਪੇਜ 3 ਨਿਊਜ਼ / ਪ.ਪ. <box>42 691 116 701</box>
ncp-headline-2: ਕਿਹਾ- ਜੋ ਜੋ ਸਲਮਾਨ ਖਾਨ ਦੀ ਮਦਦ ਕਰੇਗਾ ਆਪਣਾ ਹਿਸਾਬ-ਕਿਤਾਬ ਲਗਾ ਕੇ ਰੱਖਣਾ <box>42 652 435 667</box>
travel-headline-1: ਗੈਰ ਕਾਨੂੰਨੀ ਟਰੈਵਲ ਏਜੰਟਾਂ ਵਿਰੁੱਧ ਕਾਰਵਾਈ ਕਰਦਿਆਂ ਪੰਜਾਬ ਪੁਲਿਸ <box>340 1046 765 1066</box>
facebook-icon <box>741 68 750 77</box>
travel-headline-2: ਐਨ.ਆਰ.ਆਈ. ਮਾਮਲੇ ਵਿੰਗ ਨੇ 18 ਟਰੈਵਲ ਏਜੰਸੀਆਂ ਖਿਲਾਫ ਮਾਮਲਾ ਕੀਤਾ ਦਰਜ <box>340 1082 831 1101</box>
travel-col-4: 12 ਐਫਆਈਆਰ ਦਰਜ ਕੀਤੀਆਂ ਗਈਆਂ ਸਨ। ਏਡੀਜੀਪੀ ਨੇ ਕਿਹਾ ਕਿ ਅਗਸਤ ਅਤੇ ਸਤੰਬਰ 2024 ਦੇ ਮਹੀਨਿਆਂ ਵਿੱਚ ਦਰਜ ਕੀਤੀਆਂ ਇਨ੍ਹਾਂ 26 ਐਫ.ਆਈ. ਆਰਜ਼ ਵਿੱਚ ਕੁੱਲ 34 ਮੁਲਜ਼ਮਾਂ ਵਿੱਚੋਂ 25 ਮੁਲਜ਼ਮਾਂ ਨੂੰ ਗ੍ਰਿਫ਼ਤਾਰ ਕੀਤਾ ਗਿਆ ਹੈ। ਉਨ੍ਹਾਂ ਕਿਹਾ ਕਿ ਅਗਲੇਰੀ ਜਾਂਚ ਜਾਰੀ ਹੈ ਅਤੇ ਬਾਕੀ ਮੁਲਜ਼ਮ ਟਰੈਵਲ ਏਜੰਟਾਂ ਨੂੰ ਨੋਟਿਸ ਭੇਜੇ ਜਾ ਰਹੇ ਹਨ। ਏਡੀਜੀਪੀ ਪ੍ਰਵੀਨ ਸਿਨਹਾ ਨੇ ਨਾਗਰਿਕਾਂ ਨੂੰ ਸਾਵਧਾਨ ਰਹਿਣ ਅਤੇ ਟਰੈਵਲ ਏਜੰਟਾਂ ਨੂੰ ਦਸਤਾਵੇਜ਼ ਅਤੇ ਪੈਸੇ ਸੌਂਪਣ ਤੋਂ ਪਹਿਲਾਂ ਉਨ੍ਹਾਂ ਦੇ ਪ੍ਰਮਾਣ ਪੱਤਰਾਂ ਦੀ ਪੁਸ਼ਟੀ ਕਰਨ ਲਈ ਕਿਹਾ। ਉਹਨਾਂ ਨੇ ਸਲਾਹ ਦਿੱਤੀ ਕਿ ਸਿਰਫ ਉਹਨਾਂ ਏਜੰਸੀਆਂ ਨਾਲ ਸੰਪਰਕ ਕੀਤਾ ਜਾਵੇ ਜਿਹਨਾਂ ਕੋਲ ਇਮੀਗ੍ਰੇਸ਼ਨ ਐਕਟ, 1983 ਤਹਿਤ ਇਮੀਗ੍ਰੈਂਟਸ ਦੇ ਪ੍ਰੋਟੈਕਟਰ ਜਨਰਲ (ਆਰ.ਏ.) ਲਾਇਸੰਸ ਹੋਵੇ ਅਤੇ ਉਕਤ ਐਕਟ ਤਹਿਤ ਜਾਰੀ ਏਜੰਸੀ ਦੇ ਲਾਇਸੰਸ ਨਾਲ ਸੰਪਰਕ ਕੀਤਾ ਜਾਵੇ। ਉਹਨਾਂ ਅੱਗੇ ਕਿਹਾ ਕਿ ਟਰੈਵਲ ਏਜੰਟਾਂ ਨਾਲ ਸੰਪਰਕ ਕਰਦੇ ਸਮੇਂ ਉਹਨਾਂ ਦੀ ਜਾਂਚ ਕਰਨ ਉਪਰੰਤ ਹੀ ਉਹਨਾਂ 'ਤੇ ਭਰੋਸਾ ਕੀਤਾ ਜਾਵੇ। <box>770 1122 902 1354</box>
